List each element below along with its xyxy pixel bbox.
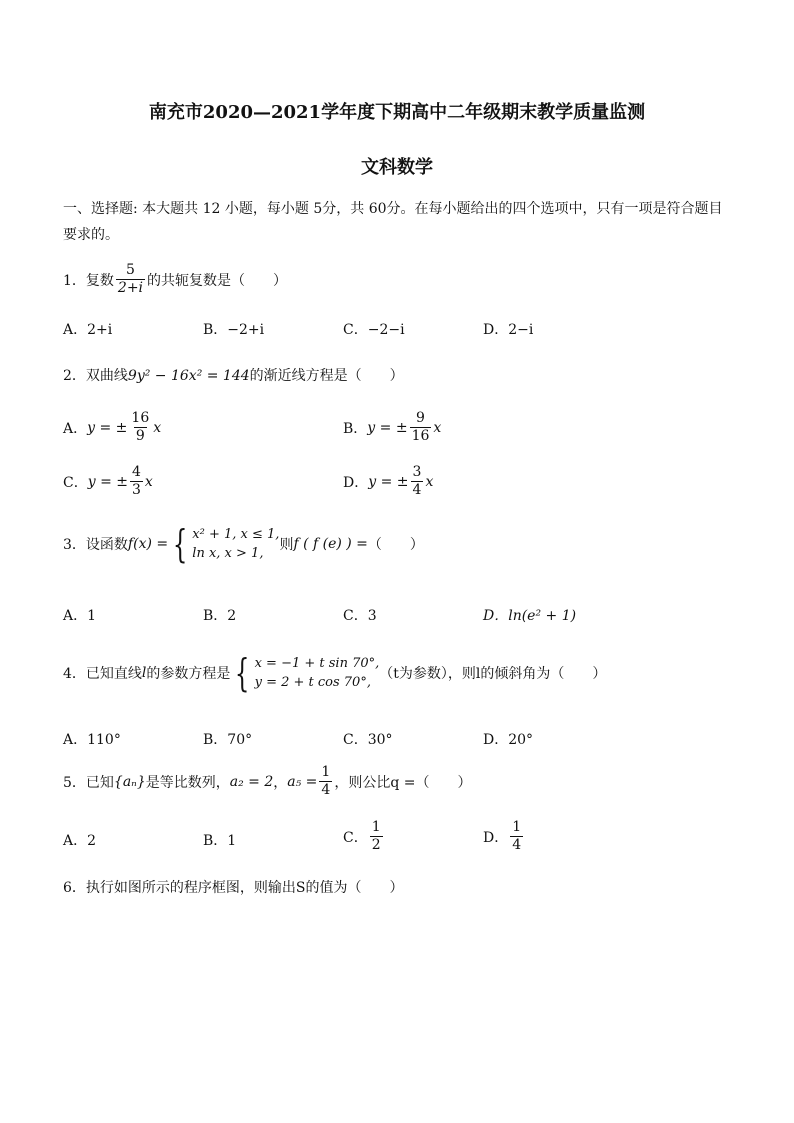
q2-option-b — [343, 410, 441, 445]
q3-option-c: C．3 — [343, 608, 377, 624]
q5-option-a: A．2 — [63, 833, 97, 849]
q2-b-var: x — [433, 419, 442, 436]
q1-option-b: B．−2+i — [203, 322, 265, 338]
question-3 — [63, 522, 424, 566]
q2-d-frac — [411, 464, 424, 499]
q5-d-den: 4 — [512, 837, 522, 853]
q5-option-c — [343, 819, 385, 854]
question-1 — [63, 262, 287, 297]
q4-option-d: D．20° — [483, 732, 534, 748]
q2-c-var: x — [144, 473, 153, 490]
q5-c-num: 1 — [371, 819, 381, 835]
q2-d-label: D． — [343, 474, 369, 491]
q5-a5-den: 4 — [321, 782, 331, 798]
q1-prefix: 1．复数 — [63, 272, 114, 289]
q3-suffix: （ ） — [367, 537, 424, 553]
q5-sep: ， — [273, 774, 288, 791]
q2-option-d — [343, 464, 433, 499]
q3-expr: f ( f (e) ) = — [293, 536, 368, 552]
q4-brace: { — [235, 651, 250, 695]
q2-c-frac — [130, 464, 143, 499]
q3-option-b: B．2 — [203, 608, 237, 624]
q2-a-label: A． — [63, 420, 88, 437]
q1-frac-den: 2+i — [117, 280, 144, 296]
q1-option-a: A．2+i — [63, 322, 113, 338]
q5-a5-num: 1 — [321, 764, 331, 780]
question-4 — [63, 651, 607, 695]
q2-a-num: 16 — [131, 410, 150, 426]
q5-c-frac — [370, 819, 383, 854]
q4-option-c: C．30° — [343, 732, 393, 748]
q2-suffix: 的渐近线方程是（ ） — [249, 368, 404, 384]
q2-c-num: 4 — [132, 464, 141, 480]
q3-option-a: A．1 — [63, 608, 97, 624]
q5-a5-frac — [319, 764, 332, 799]
q2-a-var: x — [153, 419, 162, 436]
q5-option-b: B．1 — [203, 833, 237, 849]
q4-suffix: （t为参数），则l的倾斜角为（ ） — [379, 666, 607, 682]
q5-c-label: C． — [343, 829, 368, 846]
q2-d-var: x — [425, 473, 434, 490]
section-intro: 一、选择题: 本大题共 12 小题，每小题 5分，共 60分。在每小题给出的四个选项中，只有一项是符合题目要求的。 — [63, 201, 723, 243]
q3-case-2: ln x, x > 1, — [192, 546, 264, 561]
question-6: 6．执行如图所示的程序框图，则输出S的值为（ ） — [63, 880, 404, 896]
q3-cases — [192, 525, 279, 563]
q5-d-frac — [510, 819, 523, 854]
q2-d-num: 3 — [412, 464, 422, 480]
q5-mid: 是等比数列， — [145, 774, 230, 791]
q5-prefix: 5．已知 — [63, 774, 114, 791]
exam-title: 南充市2020—2021学年度下期高中二年级期末教学质量监测 — [148, 102, 646, 123]
q4-mid: 的参数方程是 — [146, 666, 231, 682]
q4-option-a: A．110° — [63, 732, 121, 748]
q5-seq: {aₙ} — [113, 773, 146, 790]
q5-a5-lhs: a₅ = — [287, 773, 318, 790]
q4-case-1: x = −1 + t sin 70°, — [254, 656, 380, 671]
question-5 — [63, 764, 471, 799]
q5-a2: a₂ = 2 — [229, 773, 274, 790]
q5-d-label: D． — [483, 829, 509, 846]
q2-c-den: 3 — [132, 482, 141, 498]
question-2 — [63, 365, 404, 385]
q1-suffix: 的共轭复数是（ ） — [147, 272, 288, 289]
q3-brace: { — [172, 522, 188, 566]
q3-case-1: x² + 1, x ≤ 1, — [192, 527, 280, 542]
q2-equation: 9y² − 16x² = 144 — [127, 368, 250, 384]
q5-d-num: 1 — [512, 819, 522, 835]
exam-subtitle: 文科数学 — [361, 157, 433, 178]
q2-b-label: B． — [343, 420, 368, 437]
q2-c-label: C． — [63, 474, 88, 491]
q5-suffix: ，则公比q =（ ） — [334, 774, 472, 791]
q2-c-lhs: y = ± — [87, 473, 128, 490]
q5-option-d — [483, 819, 525, 854]
q1-fraction — [116, 262, 145, 297]
q2-b-frac — [410, 410, 432, 445]
q2-a-lhs: y = ± — [87, 419, 128, 436]
q4-prefix: 4．已知直线 — [63, 666, 142, 682]
q2-option-a — [63, 410, 161, 445]
q2-option-c — [63, 464, 153, 499]
q2-d-den: 4 — [412, 482, 422, 498]
q2-b-den: 16 — [411, 428, 430, 444]
q4-case-2: y = 2 + t cos 70°, — [254, 675, 371, 690]
q5-c-den: 2 — [371, 837, 381, 853]
q4-cases — [255, 654, 380, 692]
q3-mid: 则 — [279, 537, 294, 553]
q4-l: l — [141, 665, 147, 681]
q2-b-lhs: y = ± — [367, 419, 408, 436]
q2-b-num: 9 — [416, 410, 425, 426]
q2-a-den: 9 — [135, 428, 145, 444]
q2-a-frac — [129, 410, 151, 445]
q1-option-d: D．2−i — [483, 322, 534, 338]
q2-d-lhs: y = ± — [368, 473, 409, 490]
q3-prefix: 3．设函数 — [63, 537, 128, 553]
q3-option-d: D．ln(e² + 1) — [483, 608, 577, 624]
q2-prefix: 2．双曲线 — [63, 368, 128, 384]
q1-option-c: C．−2−i — [343, 322, 405, 338]
q4-option-b: B．70° — [203, 732, 253, 748]
q1-frac-num: 5 — [126, 262, 135, 278]
q3-fx: f(x) = — [127, 536, 169, 552]
